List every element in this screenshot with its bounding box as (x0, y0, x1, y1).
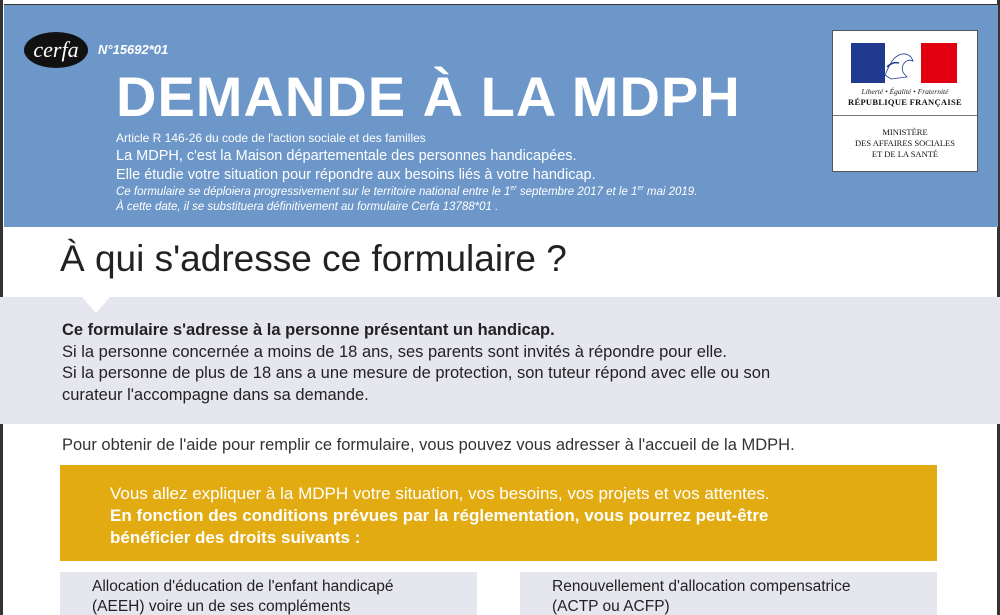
rights-intro-band (60, 465, 937, 561)
republic-name: RÉPUBLIQUE FRANÇAISE (848, 97, 962, 107)
legal-reference: Article R 146-26 du code de l'action sociale et des familles (116, 131, 426, 145)
rights-intro-text (110, 483, 930, 549)
page-title: DEMANDE À LA MDPH (116, 65, 741, 128)
intro-line-1: La MDPH, c'est la Maison départementale des personnes handicapées. (116, 148, 577, 164)
audience-line-3: curateur l'accompagne dans sa demande. (62, 385, 369, 404)
logo-divider (833, 115, 977, 116)
audience-text (62, 320, 962, 406)
audience-line-2: Si la personne de plus de 18 ans a une mesure de protection, son tuteur répond avec elle ou son (62, 364, 771, 382)
deployment-note-2: À cette date, il se substituera définitivement au formulaire Cerfa 13788*01 . (116, 201, 499, 213)
form-number: N°15692*01 (98, 42, 169, 57)
rights-intro-line-3: bénéficier des droits suivants : (110, 528, 361, 547)
cerfa-logo: cerfa (24, 32, 88, 68)
right-item-text: Renouvellement d'allocation compensatrice (ACTP ou ACFP) (552, 578, 851, 615)
republique-francaise-logo (832, 30, 978, 172)
rights-intro-line-2: En fonction des conditions prévues par la réglementation, vous pourrez peut-être (110, 506, 769, 525)
section-title: À qui s'adresse ce formulaire ? (60, 238, 567, 279)
ministry-name: MINISTÈRE DES AFFAIRES SOCIALES ET DE LA SANTÉ (855, 127, 955, 159)
right-item-text: Allocation d'éducation de l'enfant handicapé (AEEH) voire un de ses compléments (92, 578, 394, 615)
section-notch (82, 297, 110, 313)
deployment-note-1: Ce formulaire se déploiera progressivement sur le territoire national entre le 1er septembre 2017 et le 1er mai 2019. (116, 185, 698, 198)
intro-line-2: Elle étudie votre situation pour répondre aux besoins liés à votre handicap. (116, 167, 596, 183)
rights-intro-line-1: Vous allez expliquer à la MDPH votre situation, vos besoins, vos projets et vos attentes. (110, 484, 770, 503)
marianne-icon (879, 45, 919, 81)
help-text: Pour obtenir de l'aide pour remplir ce formulaire, vous pouvez vous adresser à l'accueil de la MDPH. (62, 436, 795, 454)
audience-lead: Ce formulaire s'adresse à la personne présentant un handicap. (62, 321, 555, 339)
right-item-aeeh (60, 572, 477, 615)
audience-line-1: Si la personne concernée a moins de 18 ans, ses parents sont invités à répondre pour elle. (62, 342, 727, 361)
republic-motto: Liberté • Égalité • Fraternité (861, 87, 949, 96)
right-item-actp (520, 572, 937, 615)
